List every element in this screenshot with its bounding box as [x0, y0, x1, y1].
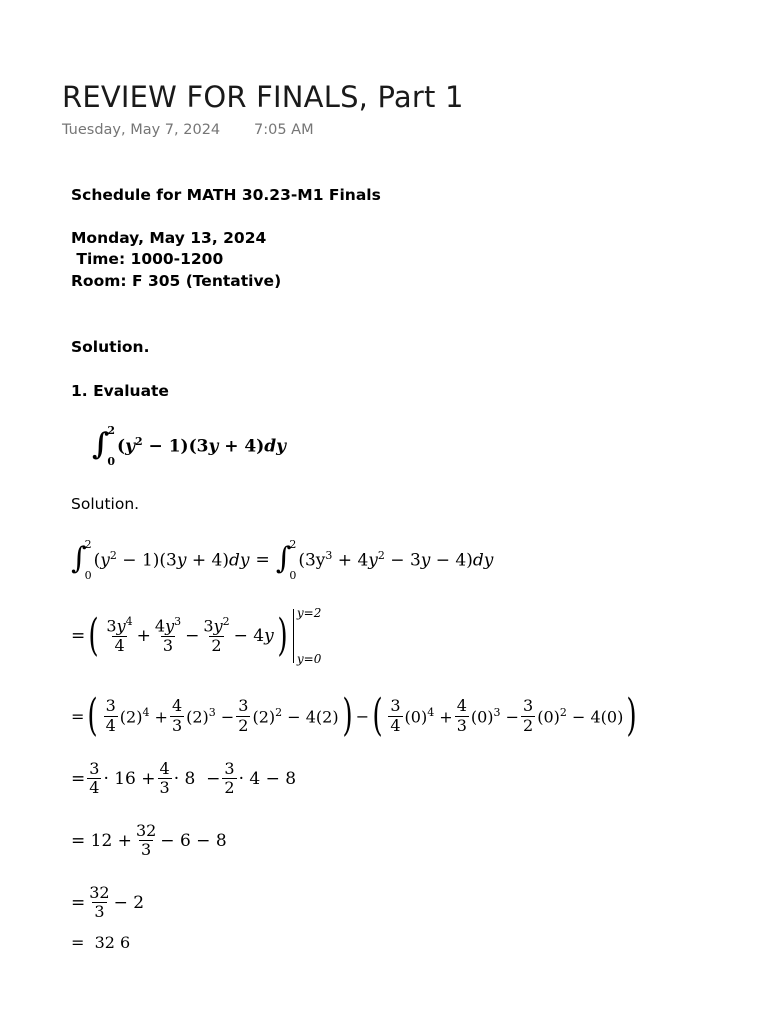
solution-step-6: = $\frac{32}{3}$ − 2 [71, 883, 145, 922]
solution-heading: Solution. [71, 338, 150, 356]
schedule-room: Room: F 305 (Tentative) [71, 272, 282, 290]
problem-integral: ∫ 2 0 $(y^2 - 1)(3y + 4)dy$ [92, 424, 287, 468]
problem-label: 1. Evaluate [71, 382, 169, 400]
solution-step-5: = 12 + $\frac{32}{3}$ − 6 − 8 [71, 821, 227, 860]
solution-label: Solution. [71, 495, 140, 513]
solution-step-1: ∫ 2 0 $(y^2 - 1)(3y + 4)dy$ = ∫ 2 0 $(3y^3 + 4y^2 - 3y - 4)dy$ [71, 538, 494, 582]
schedule-time: Time: 1000-1200 [71, 250, 224, 268]
solution-step-2: = ( $\frac{3y^4}{4}$ + $\frac{4y^3}{3}$ − $\frac{3y^2}{2}$ − 4y ) y=2 y=0 [71, 606, 322, 666]
page-title: REVIEW FOR FINALS, Part 1 [62, 80, 464, 114]
schedule-day: Monday, May 13, 2024 [71, 229, 267, 247]
solution-step-7-partial: = 32 6 [71, 933, 131, 952]
schedule-heading: Schedule for MATH 30.23-M1 Finals [71, 186, 381, 204]
solution-step-3: = ( $\frac{3}{4}$ $(2)^4$ + $\frac{4}{3}$ $(2)^3$ − $\frac{3}{2}$ $(2)^2 - 4(2)$ ) − ( $\frac{3}{4}$ $(0)^4$ + $\frac{4}{3}$ $(0)^3$ − $\frac{3}{2}$ $(0)^2 - 4(0)$ ) [71, 690, 638, 741]
note-date: Tuesday, May 7, 2024 [62, 122, 221, 138]
note-time: 7:05 AM [254, 122, 314, 138]
solution-step-4: = $\frac{3}{4}$ · 16 + $\frac{4}{3}$ · 8 − $\frac{3}{2}$ · 4 − 8 [71, 759, 297, 798]
